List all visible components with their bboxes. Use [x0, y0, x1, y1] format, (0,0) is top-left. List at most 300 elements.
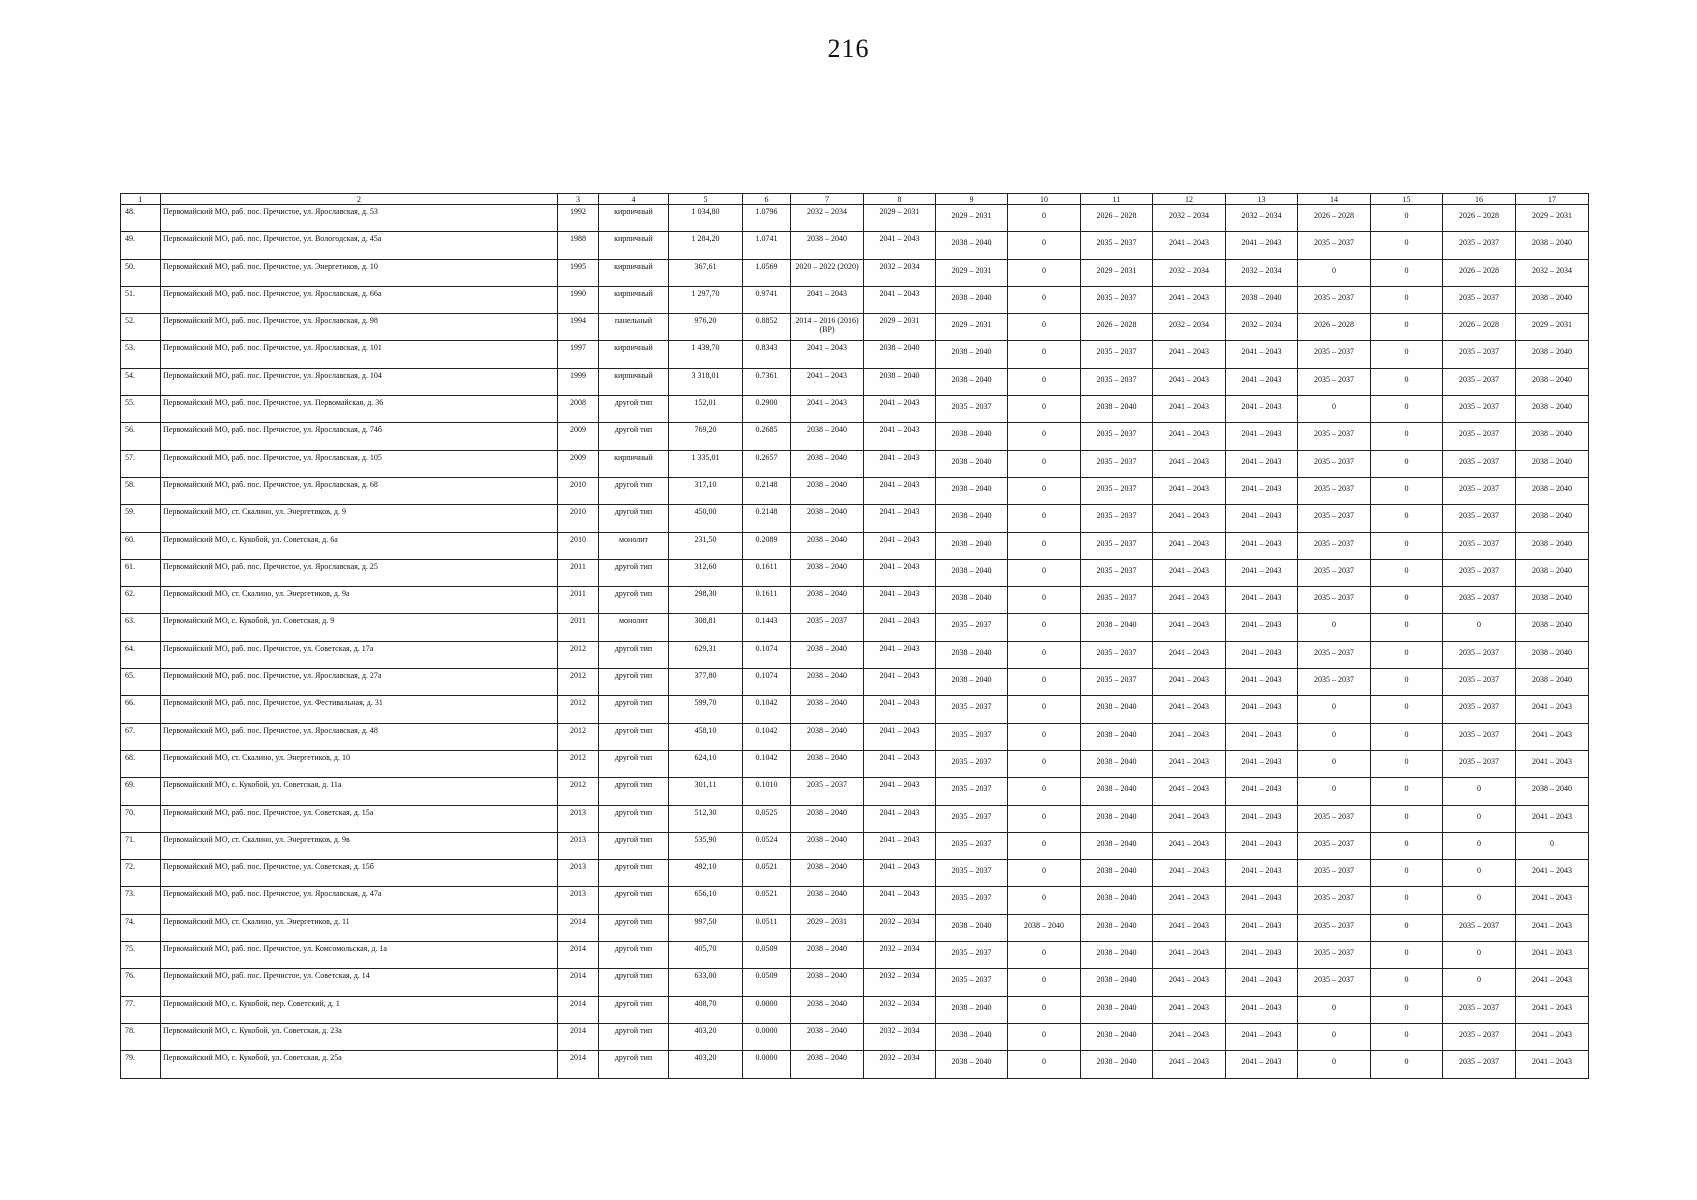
table-row: [121, 368, 1589, 395]
table-cell-col-4: кирпичный: [599, 368, 669, 395]
table-cell-col-1: 72.: [121, 860, 161, 887]
table-cell-col-3: 1999: [558, 368, 599, 395]
table-cell-col-10: 0: [1008, 341, 1081, 368]
table-cell-col-16: 2035 – 2037: [1443, 587, 1516, 614]
table-cell-col-8: 2032 – 2034: [864, 1023, 936, 1050]
table-cell-col-1: 57.: [121, 450, 161, 477]
table-cell-col-8: 2038 – 2040: [864, 341, 936, 368]
table-cell-col-13: 2041 – 2043: [1226, 396, 1298, 423]
table-cell-col-13: 2041 – 2043: [1226, 778, 1298, 805]
table-cell-col-8: 2041 – 2043: [864, 832, 936, 859]
table-cell-col-17: 2041 – 2043: [1516, 860, 1589, 887]
table-cell-col-3: 2012: [558, 778, 599, 805]
table-cell-col-8: 2041 – 2043: [864, 887, 936, 914]
table-cell-col-17: 2041 – 2043: [1516, 1023, 1589, 1050]
table-cell-col-12: 2041 – 2043: [1153, 368, 1226, 395]
table-cell-col-2: Первомайский МО, раб. пос. Пречистое, ул. Фестивальная, д. 31: [161, 696, 558, 723]
table-cell-col-15: 0: [1371, 1051, 1443, 1078]
column-header-8: 8: [864, 194, 936, 205]
table-cell-col-3: 2012: [558, 669, 599, 696]
table-cell-col-1: 60.: [121, 532, 161, 559]
table-cell-col-12: 2041 – 2043: [1153, 887, 1226, 914]
table-cell-col-5: 231,50: [669, 532, 743, 559]
table-cell-col-9: 2029 – 2031: [936, 205, 1008, 232]
table-cell-col-5: 512,30: [669, 805, 743, 832]
table-cell-col-9: 2035 – 2037: [936, 887, 1008, 914]
table-cell-col-8: 2032 – 2034: [864, 914, 936, 941]
table-cell-col-12: 2041 – 2043: [1153, 396, 1226, 423]
table-cell-col-2: Первомайский МО, раб. пос. Пречистое, ул. Советская, д. 14: [161, 969, 558, 996]
table-cell-col-12: 2041 – 2043: [1153, 423, 1226, 450]
table-cell-col-6: 0.1074: [743, 669, 791, 696]
table-cell-col-4: другой тип: [599, 969, 669, 996]
table-cell-col-13: 2041 – 2043: [1226, 1051, 1298, 1078]
table-cell-col-17: 2041 – 2043: [1516, 1051, 1589, 1078]
table-cell-col-15: 0: [1371, 587, 1443, 614]
table-cell-col-8: 2041 – 2043: [864, 641, 936, 668]
table-cell-col-6: 0.2900: [743, 396, 791, 423]
table-cell-col-17: 2038 – 2040: [1516, 778, 1589, 805]
table-cell-col-3: 2014: [558, 1051, 599, 1078]
table-cell-col-14: 2035 – 2037: [1298, 887, 1371, 914]
table-cell-col-14: 2035 – 2037: [1298, 641, 1371, 668]
table-cell-col-6: 1.0796: [743, 205, 791, 232]
table-cell-col-9: 2038 – 2040: [936, 996, 1008, 1023]
table-cell-col-3: 2013: [558, 832, 599, 859]
table-cell-col-9: 2035 – 2037: [936, 396, 1008, 423]
table-cell-col-7: 2029 – 2031: [791, 914, 864, 941]
table-cell-col-4: другой тип: [599, 396, 669, 423]
table-cell-col-7: 2038 – 2040: [791, 860, 864, 887]
table-row: [121, 314, 1589, 341]
table-cell-col-6: 0.1042: [743, 723, 791, 750]
table-row: [121, 696, 1589, 723]
table-cell-col-11: 2038 – 2040: [1081, 914, 1153, 941]
table-cell-col-16: 2035 – 2037: [1443, 696, 1516, 723]
table-cell-col-3: 2014: [558, 914, 599, 941]
table-cell-col-9: 2038 – 2040: [936, 232, 1008, 259]
table-cell-col-4: другой тип: [599, 778, 669, 805]
table-cell-col-5: 492,10: [669, 860, 743, 887]
table-cell-col-3: 2014: [558, 969, 599, 996]
table-cell-col-8: 2041 – 2043: [864, 423, 936, 450]
table-cell-col-16: 2035 – 2037: [1443, 641, 1516, 668]
table-cell-col-14: 2035 – 2037: [1298, 286, 1371, 313]
table-cell-col-12: 2041 – 2043: [1153, 1023, 1226, 1050]
table-cell-col-2: Первомайский МО, раб. пос. Пречистое, ул. Энергетиков, д. 10: [161, 259, 558, 286]
table-cell-col-1: 51.: [121, 286, 161, 313]
table-cell-col-9: 2035 – 2037: [936, 860, 1008, 887]
table-cell-col-6: 1.0741: [743, 232, 791, 259]
table-cell-col-1: 54.: [121, 368, 161, 395]
table-cell-col-1: 71.: [121, 832, 161, 859]
column-header-13: 13: [1226, 194, 1298, 205]
table-cell-col-9: 2038 – 2040: [936, 559, 1008, 586]
table-cell-col-9: 2038 – 2040: [936, 505, 1008, 532]
table-cell-col-6: 0.2657: [743, 450, 791, 477]
table-cell-col-3: 2013: [558, 805, 599, 832]
table-cell-col-2: Первомайский МО, раб. пос. Пречистое, ул. Вологодская, д. 45а: [161, 232, 558, 259]
table-cell-col-11: 2035 – 2037: [1081, 559, 1153, 586]
table-cell-col-4: другой тип: [599, 860, 669, 887]
table-cell-col-5: 458,10: [669, 723, 743, 750]
table-cell-col-16: 2035 – 2037: [1443, 750, 1516, 777]
table-cell-col-11: 2035 – 2037: [1081, 505, 1153, 532]
table-cell-col-14: 2035 – 2037: [1298, 477, 1371, 504]
table-cell-col-12: 2032 – 2034: [1153, 314, 1226, 341]
table-cell-col-2: Первомайский МО, раб. пос. Пречистое, ул. Ярославская, д. 25: [161, 559, 558, 586]
table-cell-col-9: 2038 – 2040: [936, 1023, 1008, 1050]
table-cell-col-11: 2035 – 2037: [1081, 423, 1153, 450]
table-cell-col-12: 2041 – 2043: [1153, 232, 1226, 259]
table-cell-col-6: 0.1611: [743, 587, 791, 614]
table-cell-col-9: 2035 – 2037: [936, 942, 1008, 969]
table-cell-col-8: 2041 – 2043: [864, 614, 936, 641]
table-cell-col-4: панельный: [599, 314, 669, 341]
table-cell-col-8: 2041 – 2043: [864, 778, 936, 805]
table-cell-col-2: Первомайский МО, ст. Скалино, ул. Энергетиков, д. 9а: [161, 587, 558, 614]
table-cell-col-11: 2038 – 2040: [1081, 942, 1153, 969]
table-cell-col-7: 2038 – 2040: [791, 805, 864, 832]
table-cell-col-10: 0: [1008, 205, 1081, 232]
table-cell-col-13: 2041 – 2043: [1226, 887, 1298, 914]
table-cell-col-8: 2041 – 2043: [864, 750, 936, 777]
table-row: [121, 232, 1589, 259]
table-cell-col-16: 0: [1443, 887, 1516, 914]
table-cell-col-12: 2041 – 2043: [1153, 1051, 1226, 1078]
table-cell-col-10: 0: [1008, 805, 1081, 832]
table-cell-col-1: 76.: [121, 969, 161, 996]
table-cell-col-6: 0.1010: [743, 778, 791, 805]
table-cell-col-1: 64.: [121, 641, 161, 668]
table-cell-col-5: 1 284,20: [669, 232, 743, 259]
table-cell-col-5: 377,80: [669, 669, 743, 696]
table-cell-col-7: 2038 – 2040: [791, 423, 864, 450]
table-cell-col-13: 2032 – 2034: [1226, 314, 1298, 341]
table-cell-col-6: 0.1611: [743, 559, 791, 586]
table-cell-col-9: 2035 – 2037: [936, 778, 1008, 805]
page-number: 216: [827, 34, 870, 63]
table-cell-col-10: 0: [1008, 750, 1081, 777]
column-number-header-row: [121, 194, 1589, 205]
table-cell-col-5: 298,30: [669, 587, 743, 614]
table-cell-col-10: 0: [1008, 996, 1081, 1023]
table-cell-col-16: 2035 – 2037: [1443, 723, 1516, 750]
table-cell-col-14: 2035 – 2037: [1298, 969, 1371, 996]
table-cell-col-15: 0: [1371, 969, 1443, 996]
table-cell-col-11: 2038 – 2040: [1081, 832, 1153, 859]
table-cell-col-7: 2038 – 2040: [791, 641, 864, 668]
table-cell-col-2: Первомайский МО, раб. пос. Пречистое, ул. Ярославская, д. 98: [161, 314, 558, 341]
table-cell-col-14: 2035 – 2037: [1298, 532, 1371, 559]
table-cell-col-15: 0: [1371, 669, 1443, 696]
table-cell-col-11: 2038 – 2040: [1081, 805, 1153, 832]
column-header-15: 15: [1371, 194, 1443, 205]
table-row: [121, 341, 1589, 368]
table-cell-col-15: 0: [1371, 860, 1443, 887]
table-cell-col-11: 2038 – 2040: [1081, 996, 1153, 1023]
table-cell-col-17: 2038 – 2040: [1516, 423, 1589, 450]
table-cell-col-16: 2035 – 2037: [1443, 450, 1516, 477]
table-cell-col-1: 49.: [121, 232, 161, 259]
table-cell-col-10: 0: [1008, 314, 1081, 341]
table-cell-col-5: 308,81: [669, 614, 743, 641]
table-cell-col-14: 0: [1298, 778, 1371, 805]
table-cell-col-4: другой тип: [599, 887, 669, 914]
table-cell-col-2: Первомайский МО, с. Кукобой, пер. Советский, д. 1: [161, 996, 558, 1023]
table-row: [121, 450, 1589, 477]
table-cell-col-5: 408,70: [669, 996, 743, 1023]
table-cell-col-13: 2041 – 2043: [1226, 805, 1298, 832]
table-cell-col-7: 2020 – 2022 (2020): [791, 259, 864, 286]
table-cell-col-10: 0: [1008, 505, 1081, 532]
table-cell-col-13: 2041 – 2043: [1226, 996, 1298, 1023]
table-cell-col-1: 79.: [121, 1051, 161, 1078]
table-cell-col-5: 317,10: [669, 477, 743, 504]
table-cell-col-2: Первомайский МО, ст. Скалино, ул. Энергетиков, д. 9в: [161, 832, 558, 859]
table-cell-col-1: 78.: [121, 1023, 161, 1050]
column-header-3: 3: [558, 194, 599, 205]
table-cell-col-7: 2041 – 2043: [791, 286, 864, 313]
table-cell-col-15: 0: [1371, 614, 1443, 641]
table-cell-col-17: 2029 – 2031: [1516, 314, 1589, 341]
table-cell-col-4: другой тип: [599, 942, 669, 969]
table-cell-col-3: 2012: [558, 696, 599, 723]
table-cell-col-7: 2038 – 2040: [791, 996, 864, 1023]
table-cell-col-2: Первомайский МО, с. Кукобой, ул. Советская, д. 9: [161, 614, 558, 641]
table-cell-col-12: 2041 – 2043: [1153, 996, 1226, 1023]
table-row: [121, 914, 1589, 941]
table-cell-col-15: 0: [1371, 532, 1443, 559]
table-cell-col-14: 0: [1298, 1051, 1371, 1078]
table-cell-col-9: 2035 – 2037: [936, 969, 1008, 996]
table-cell-col-2: Первомайский МО, раб. пос. Пречистое, ул. Ярославская, д. 105: [161, 450, 558, 477]
table-cell-col-11: 2038 – 2040: [1081, 696, 1153, 723]
table-cell-col-8: 2029 – 2031: [864, 314, 936, 341]
table-cell-col-8: 2032 – 2034: [864, 259, 936, 286]
table-cell-col-10: 0: [1008, 942, 1081, 969]
table-cell-col-3: 1995: [558, 259, 599, 286]
table-cell-col-10: 2038 – 2040: [1008, 914, 1081, 941]
table-cell-col-6: 0.0521: [743, 860, 791, 887]
table-cell-col-15: 0: [1371, 396, 1443, 423]
table-cell-col-7: 2032 – 2034: [791, 205, 864, 232]
table-row: [121, 887, 1589, 914]
table-cell-col-8: 2032 – 2034: [864, 969, 936, 996]
table-cell-col-8: 2041 – 2043: [864, 805, 936, 832]
table-cell-col-12: 2041 – 2043: [1153, 805, 1226, 832]
table-cell-col-16: 2035 – 2037: [1443, 286, 1516, 313]
table-cell-col-16: 2026 – 2028: [1443, 205, 1516, 232]
table-cell-col-5: 535,90: [669, 832, 743, 859]
table-cell-col-7: 2038 – 2040: [791, 1023, 864, 1050]
column-header-14: 14: [1298, 194, 1371, 205]
table-cell-col-4: другой тип: [599, 1051, 669, 1078]
table-cell-col-17: 2038 – 2040: [1516, 368, 1589, 395]
table-cell-col-5: 1 034,80: [669, 205, 743, 232]
housing-repair-schedule-table: [120, 193, 1589, 1079]
table-cell-col-10: 0: [1008, 641, 1081, 668]
table-cell-col-17: 2041 – 2043: [1516, 969, 1589, 996]
table-cell-col-6: 0.2148: [743, 505, 791, 532]
table-cell-col-13: 2041 – 2043: [1226, 587, 1298, 614]
table-cell-col-7: 2041 – 2043: [791, 368, 864, 395]
table-cell-col-3: 2011: [558, 587, 599, 614]
table-cell-col-3: 2010: [558, 505, 599, 532]
table-cell-col-16: 2035 – 2037: [1443, 532, 1516, 559]
table-cell-col-17: 2041 – 2043: [1516, 887, 1589, 914]
table-cell-col-15: 0: [1371, 259, 1443, 286]
table-cell-col-3: 2013: [558, 887, 599, 914]
table-cell-col-2: Первомайский МО, с. Кукобой, ул. Советская, д. 11а: [161, 778, 558, 805]
table-cell-col-14: 0: [1298, 723, 1371, 750]
table-cell-col-8: 2041 – 2043: [864, 450, 936, 477]
table-cell-col-2: Первомайский МО, раб. пос. Пречистое, ул. Комсомольская, д. 1а: [161, 942, 558, 969]
table-cell-col-9: 2038 – 2040: [936, 477, 1008, 504]
table-cell-col-16: 2035 – 2037: [1443, 232, 1516, 259]
table-cell-col-8: 2041 – 2043: [864, 860, 936, 887]
table-cell-col-10: 0: [1008, 1051, 1081, 1078]
table-cell-col-8: 2032 – 2034: [864, 942, 936, 969]
table-cell-col-17: 2038 – 2040: [1516, 477, 1589, 504]
table-row: [121, 505, 1589, 532]
table-cell-col-8: 2041 – 2043: [864, 286, 936, 313]
table-cell-col-10: 0: [1008, 232, 1081, 259]
table-cell-col-17: 2041 – 2043: [1516, 696, 1589, 723]
table-cell-col-1: 73.: [121, 887, 161, 914]
table-cell-col-1: 48.: [121, 205, 161, 232]
table-row: [121, 423, 1589, 450]
table-row: [121, 614, 1589, 641]
table-cell-col-11: 2038 – 2040: [1081, 614, 1153, 641]
table-cell-col-12: 2041 – 2043: [1153, 942, 1226, 969]
table-cell-col-16: 2035 – 2037: [1443, 368, 1516, 395]
table-cell-col-11: 2038 – 2040: [1081, 396, 1153, 423]
table-cell-col-17: 2038 – 2040: [1516, 587, 1589, 614]
table-cell-col-5: 301,11: [669, 778, 743, 805]
table-cell-col-11: 2035 – 2037: [1081, 450, 1153, 477]
table-cell-col-5: 624,10: [669, 750, 743, 777]
table-cell-col-12: 2041 – 2043: [1153, 969, 1226, 996]
table-cell-col-3: 2008: [558, 396, 599, 423]
table-cell-col-12: 2041 – 2043: [1153, 669, 1226, 696]
table-cell-col-6: 0.0000: [743, 1023, 791, 1050]
table-cell-col-5: 152,01: [669, 396, 743, 423]
table-cell-col-9: 2035 – 2037: [936, 832, 1008, 859]
table-cell-col-2: Первомайский МО, раб. пос. Пречистое, ул. Ярославская, д. 47а: [161, 887, 558, 914]
table-cell-col-6: 0.0000: [743, 996, 791, 1023]
table-cell-col-6: 0.0000: [743, 1051, 791, 1078]
table-cell-col-6: 1.0569: [743, 259, 791, 286]
table-cell-col-2: Первомайский МО, раб. пос. Пречистое, ул. Советская, д. 15а: [161, 805, 558, 832]
table-cell-col-14: 2035 – 2037: [1298, 832, 1371, 859]
table-cell-col-5: 769,20: [669, 423, 743, 450]
table-cell-col-15: 0: [1371, 696, 1443, 723]
table-cell-col-10: 0: [1008, 587, 1081, 614]
column-header-6: 6: [743, 194, 791, 205]
table-cell-col-16: 2035 – 2037: [1443, 914, 1516, 941]
table-cell-col-10: 0: [1008, 532, 1081, 559]
table-cell-col-10: 0: [1008, 696, 1081, 723]
table-cell-col-8: 2038 – 2040: [864, 368, 936, 395]
table-cell-col-14: 2035 – 2037: [1298, 587, 1371, 614]
table-cell-col-2: Первомайский МО, ст. Скалино, ул. Энергетиков, д. 10: [161, 750, 558, 777]
table-cell-col-1: 75.: [121, 942, 161, 969]
table-cell-col-10: 0: [1008, 832, 1081, 859]
table-cell-col-4: кирпичный: [599, 341, 669, 368]
table-cell-col-15: 0: [1371, 423, 1443, 450]
table-cell-col-11: 2035 – 2037: [1081, 587, 1153, 614]
table-cell-col-17: 2041 – 2043: [1516, 805, 1589, 832]
table-cell-col-11: 2038 – 2040: [1081, 723, 1153, 750]
table-cell-col-4: другой тип: [599, 832, 669, 859]
table-cell-col-13: 2041 – 2043: [1226, 914, 1298, 941]
table-cell-col-7: 2014 – 2016 (2016) (ВР): [791, 314, 864, 341]
table-cell-col-8: 2041 – 2043: [864, 505, 936, 532]
table-cell-col-15: 0: [1371, 942, 1443, 969]
table-cell-col-4: другой тип: [599, 750, 669, 777]
table-cell-col-14: 2026 – 2028: [1298, 205, 1371, 232]
table-cell-col-10: 0: [1008, 614, 1081, 641]
table-cell-col-11: 2038 – 2040: [1081, 1023, 1153, 1050]
table-cell-col-10: 0: [1008, 778, 1081, 805]
table-cell-col-3: 2013: [558, 860, 599, 887]
table-cell-col-8: 2041 – 2043: [864, 696, 936, 723]
table-cell-col-17: 0: [1516, 832, 1589, 859]
table-cell-col-4: кирпичный: [599, 232, 669, 259]
table-cell-col-17: 2038 – 2040: [1516, 532, 1589, 559]
table-cell-col-10: 0: [1008, 969, 1081, 996]
table-cell-col-11: 2035 – 2037: [1081, 286, 1153, 313]
table-cell-col-9: 2038 – 2040: [936, 587, 1008, 614]
table-cell-col-12: 2041 – 2043: [1153, 559, 1226, 586]
table-cell-col-2: Первомайский МО, раб. пос. Пречистое, ул. Первомайская, д. 36: [161, 396, 558, 423]
table-cell-col-7: 2038 – 2040: [791, 1051, 864, 1078]
table-row: [121, 723, 1589, 750]
table-cell-col-12: 2041 – 2043: [1153, 477, 1226, 504]
column-header-12: 12: [1153, 194, 1226, 205]
table-cell-col-17: 2038 – 2040: [1516, 614, 1589, 641]
table-cell-col-10: 0: [1008, 450, 1081, 477]
table-cell-col-4: кирпичный: [599, 205, 669, 232]
table-cell-col-8: 2032 – 2034: [864, 996, 936, 1023]
table-cell-col-11: 2035 – 2037: [1081, 532, 1153, 559]
table-cell-col-12: 2041 – 2043: [1153, 505, 1226, 532]
table-row: [121, 1023, 1589, 1050]
table-cell-col-17: 2038 – 2040: [1516, 559, 1589, 586]
table-cell-col-9: 2038 – 2040: [936, 641, 1008, 668]
table-cell-col-5: 599,70: [669, 696, 743, 723]
table-cell-col-6: 0.0521: [743, 887, 791, 914]
table-cell-col-11: 2038 – 2040: [1081, 887, 1153, 914]
table-cell-col-10: 0: [1008, 259, 1081, 286]
table-cell-col-9: 2038 – 2040: [936, 532, 1008, 559]
table-cell-col-14: 2035 – 2037: [1298, 860, 1371, 887]
table-cell-col-12: 2041 – 2043: [1153, 286, 1226, 313]
table-cell-col-16: 2035 – 2037: [1443, 559, 1516, 586]
table-cell-col-10: 0: [1008, 396, 1081, 423]
table-cell-col-5: 1 297,70: [669, 286, 743, 313]
table-cell-col-15: 0: [1371, 368, 1443, 395]
table-cell-col-5: 450,00: [669, 505, 743, 532]
table-cell-col-15: 0: [1371, 232, 1443, 259]
table-cell-col-13: 2041 – 2043: [1226, 832, 1298, 859]
table-cell-col-4: другой тип: [599, 505, 669, 532]
table-cell-col-7: 2038 – 2040: [791, 723, 864, 750]
table-cell-col-2: Первомайский МО, раб. пос. Пречистое, ул. Ярославская, д. 74б: [161, 423, 558, 450]
table-cell-col-10: 0: [1008, 887, 1081, 914]
table-cell-col-14: 0: [1298, 696, 1371, 723]
